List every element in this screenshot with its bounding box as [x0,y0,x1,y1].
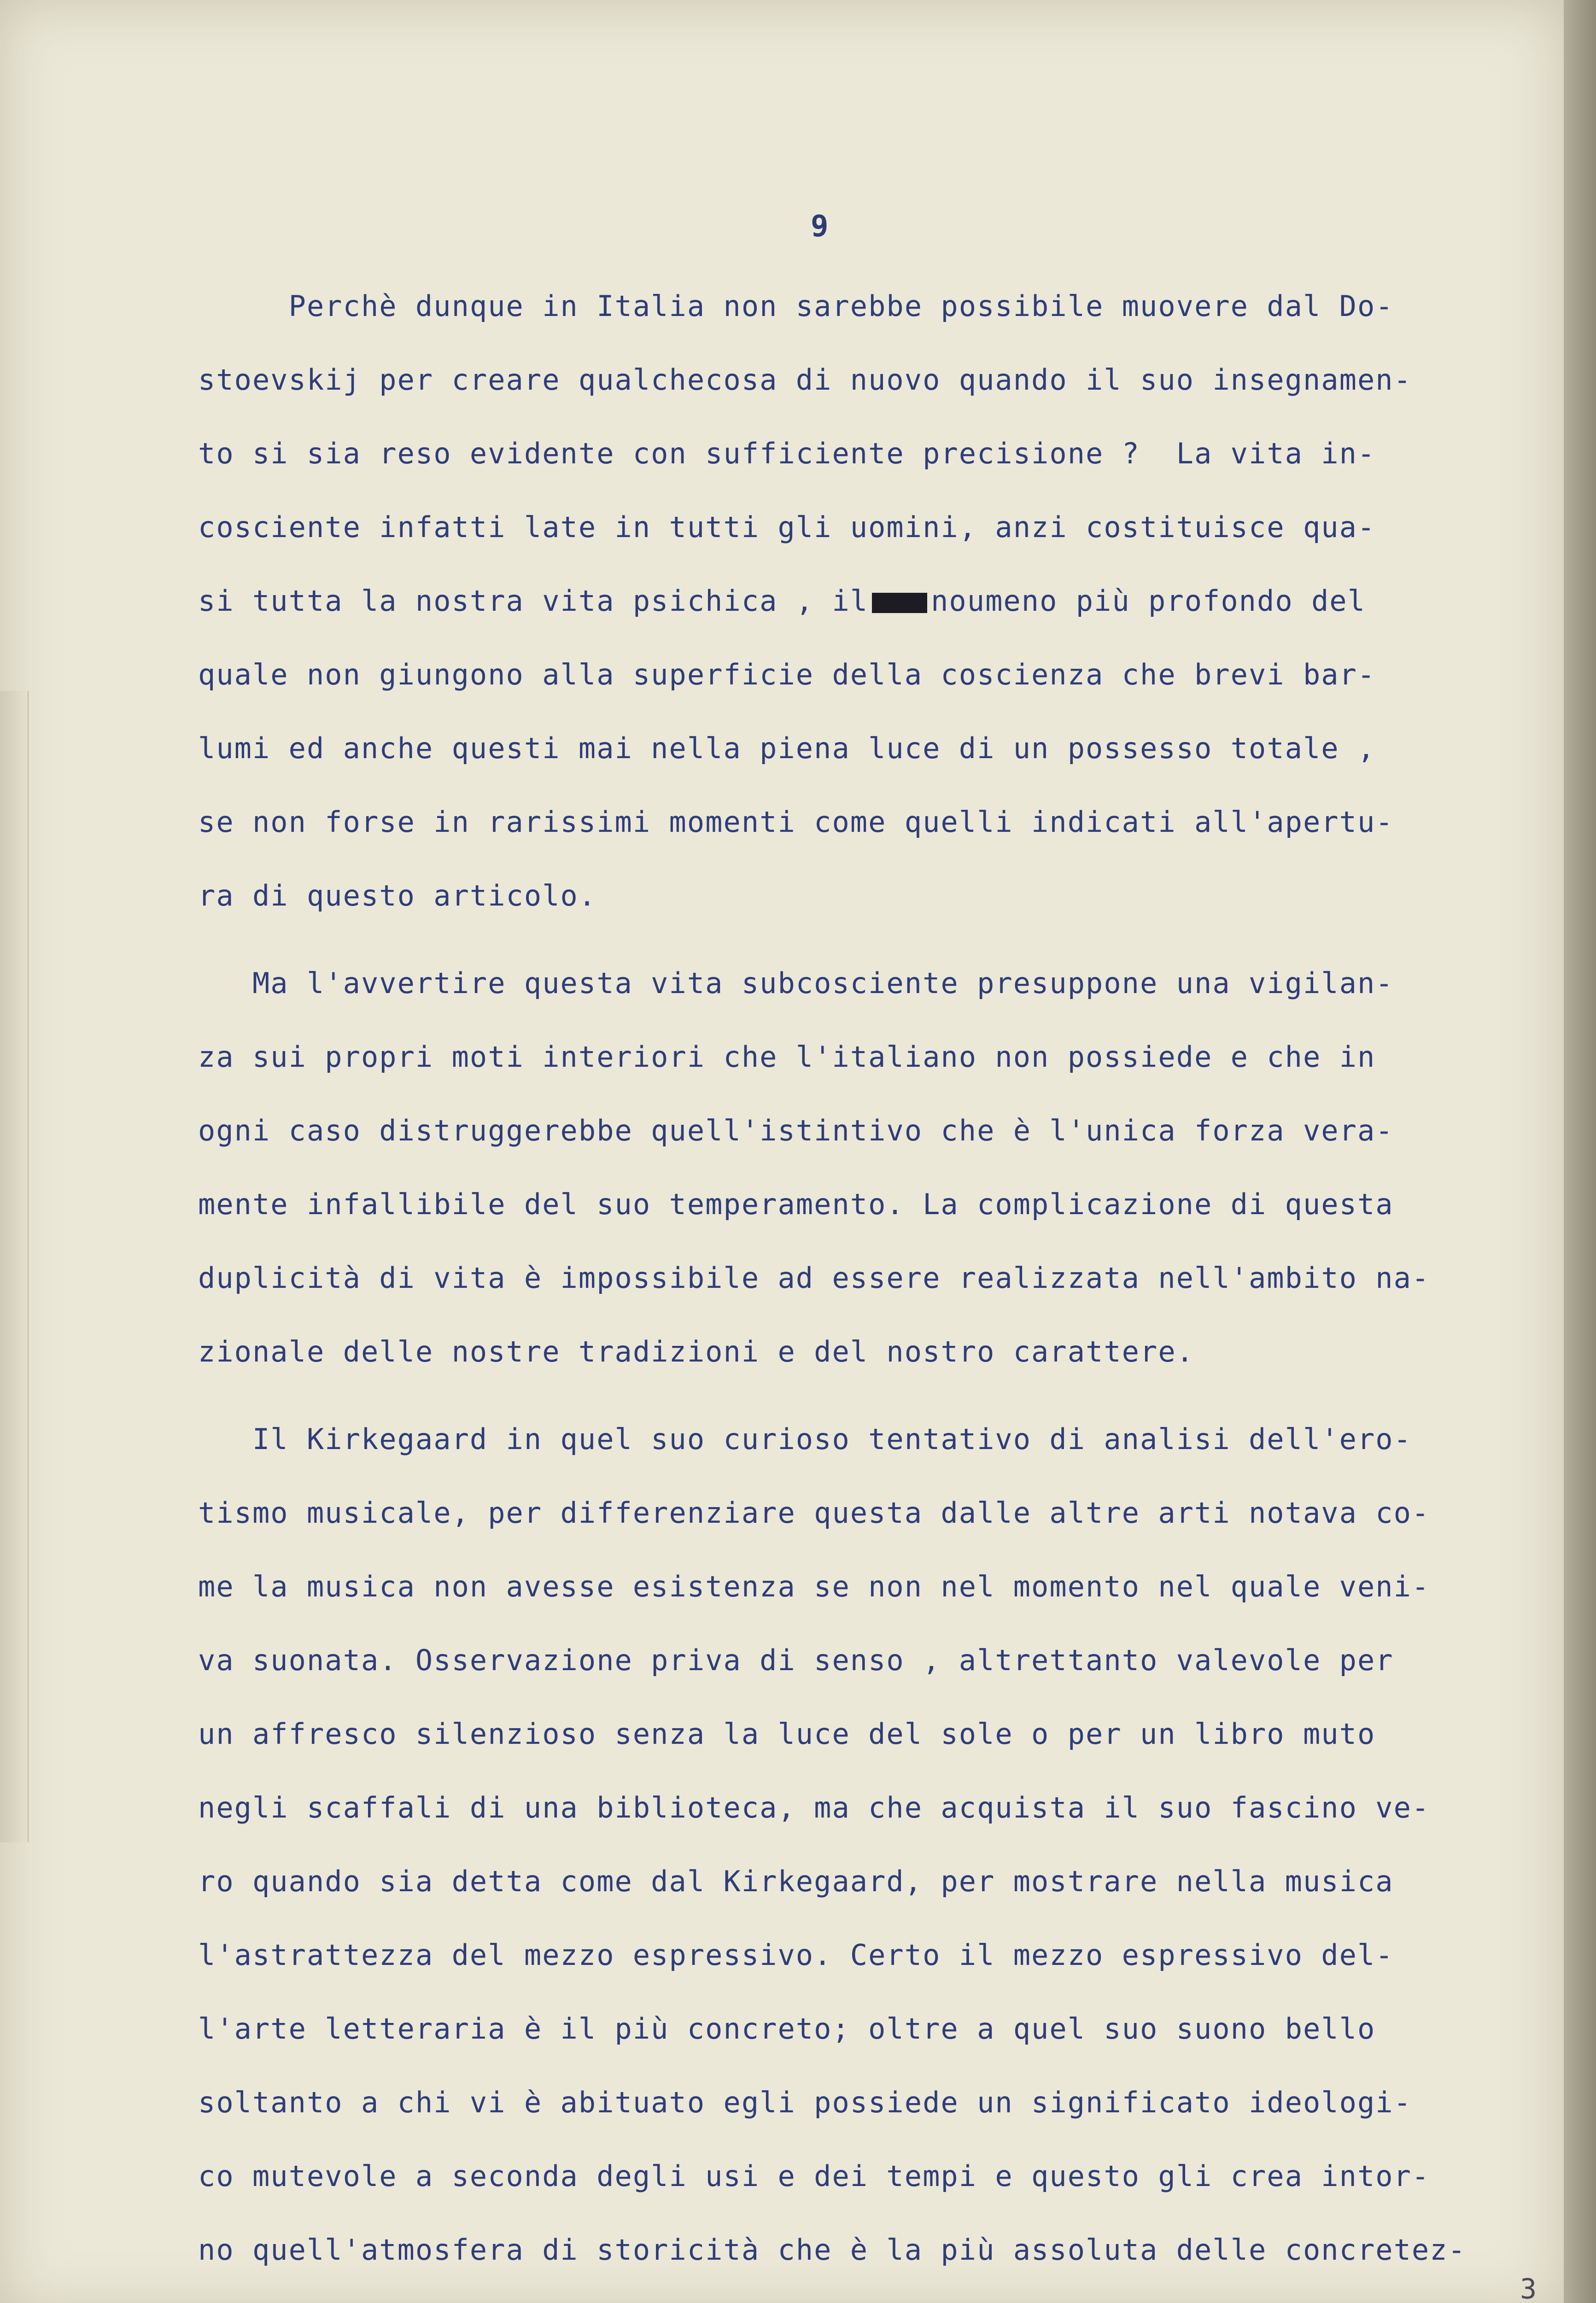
text-line: mente infallibile del suo temperamento. La complicazione di questa [198,1187,1394,1221]
text-line: quale non giungono alla superficie della coscienza che brevi bar- [198,658,1376,691]
text-line: va suonata. Osservazione priva di senso , altrettanto valevole per [198,1643,1394,1677]
text-line: stoevskij per creare qualchecosa di nuovo quando il suo insegnamen- [198,363,1412,397]
text-line: un affresco silenzioso senza la luce del sole o per un libro muto [198,1717,1376,1751]
page-number: 9 [811,210,829,244]
handwritten-corner-number: 3 [1520,2273,1537,2303]
text-line: to si sia reso evidente con sufficiente precisione ? La vita in- [198,437,1376,470]
text-line: me la musica non avesse esistenza se non nel momento nel quale veni- [198,1570,1430,1603]
paragraph [198,947,1474,1389]
text-line: l'arte letteraria è il più concreto; oltre a quel suo suono bello [198,2012,1376,2046]
text-line: Ma l'avvertire questa vita subcosciente presuppone una vigilan- [198,966,1394,1000]
typewritten-text [198,269,1474,2287]
text-line: ro quando sia detta come dal Kirkegaard, per mostrare nella musica [198,1865,1394,1898]
text-line: ogni caso distruggerebbe quell'istintivo che è l'unica forza vera- [198,1114,1394,1147]
text-line: negli scaffali di una biblioteca, ma che acquista il suo fascino ve- [198,1791,1430,1824]
paragraph [198,269,1474,933]
text-line: zionale delle nostre tradizioni e del nostro carattere. [198,1335,1194,1368]
text-line: soltanto a chi vi è abituato egli possiede un significato ideologi- [198,2086,1412,2119]
text-line: za sui propri moti interiori che l'italiano non possiede e che in [198,1040,1376,1074]
text-line: Perchè dunque in Italia non sarebbe possibile muovere dal Do- [198,289,1394,323]
text-line-start: si tutta la nostra vita psichica , il [198,584,869,618]
text-line: tismo musicale, per differenziare questa dalle altre arti notava co- [198,1496,1430,1530]
paragraph [198,1403,1474,2287]
text-line: Il Kirkegaard in quel suo curioso tentativo di analisi dell'ero- [198,1422,1412,1456]
text-line: lumi ed anche questi mai nella piena luce di un possesso totale , [198,731,1376,765]
text-line: co mutevole a seconda degli usi e dei tempi e questo gli crea intor- [198,2159,1430,2193]
next-sheet-edge [1564,0,1596,2303]
text-line: no quell'atmosfera di storicità che è la più assoluta delle concretez- [198,2233,1466,2267]
redaction-mark [872,593,927,613]
text-line: duplicità di vita è impossibile ad essere realizzata nell'ambito na- [198,1261,1430,1295]
text-line-end: noumeno più profondo del [931,584,1366,618]
text-line: l'astrattezza del mezzo espressivo. Certo il mezzo espressivo del- [198,1938,1394,1972]
text-line: cosciente infatti late in tutti gli uomini, anzi costituisce qua- [198,510,1376,544]
text-line: se non forse in rarissimi momenti come quelli indicati all'apertu- [198,805,1394,839]
page-binding-edge [0,691,29,1842]
text-line [198,564,1474,638]
text-line: ra di questo articolo. [198,879,597,912]
